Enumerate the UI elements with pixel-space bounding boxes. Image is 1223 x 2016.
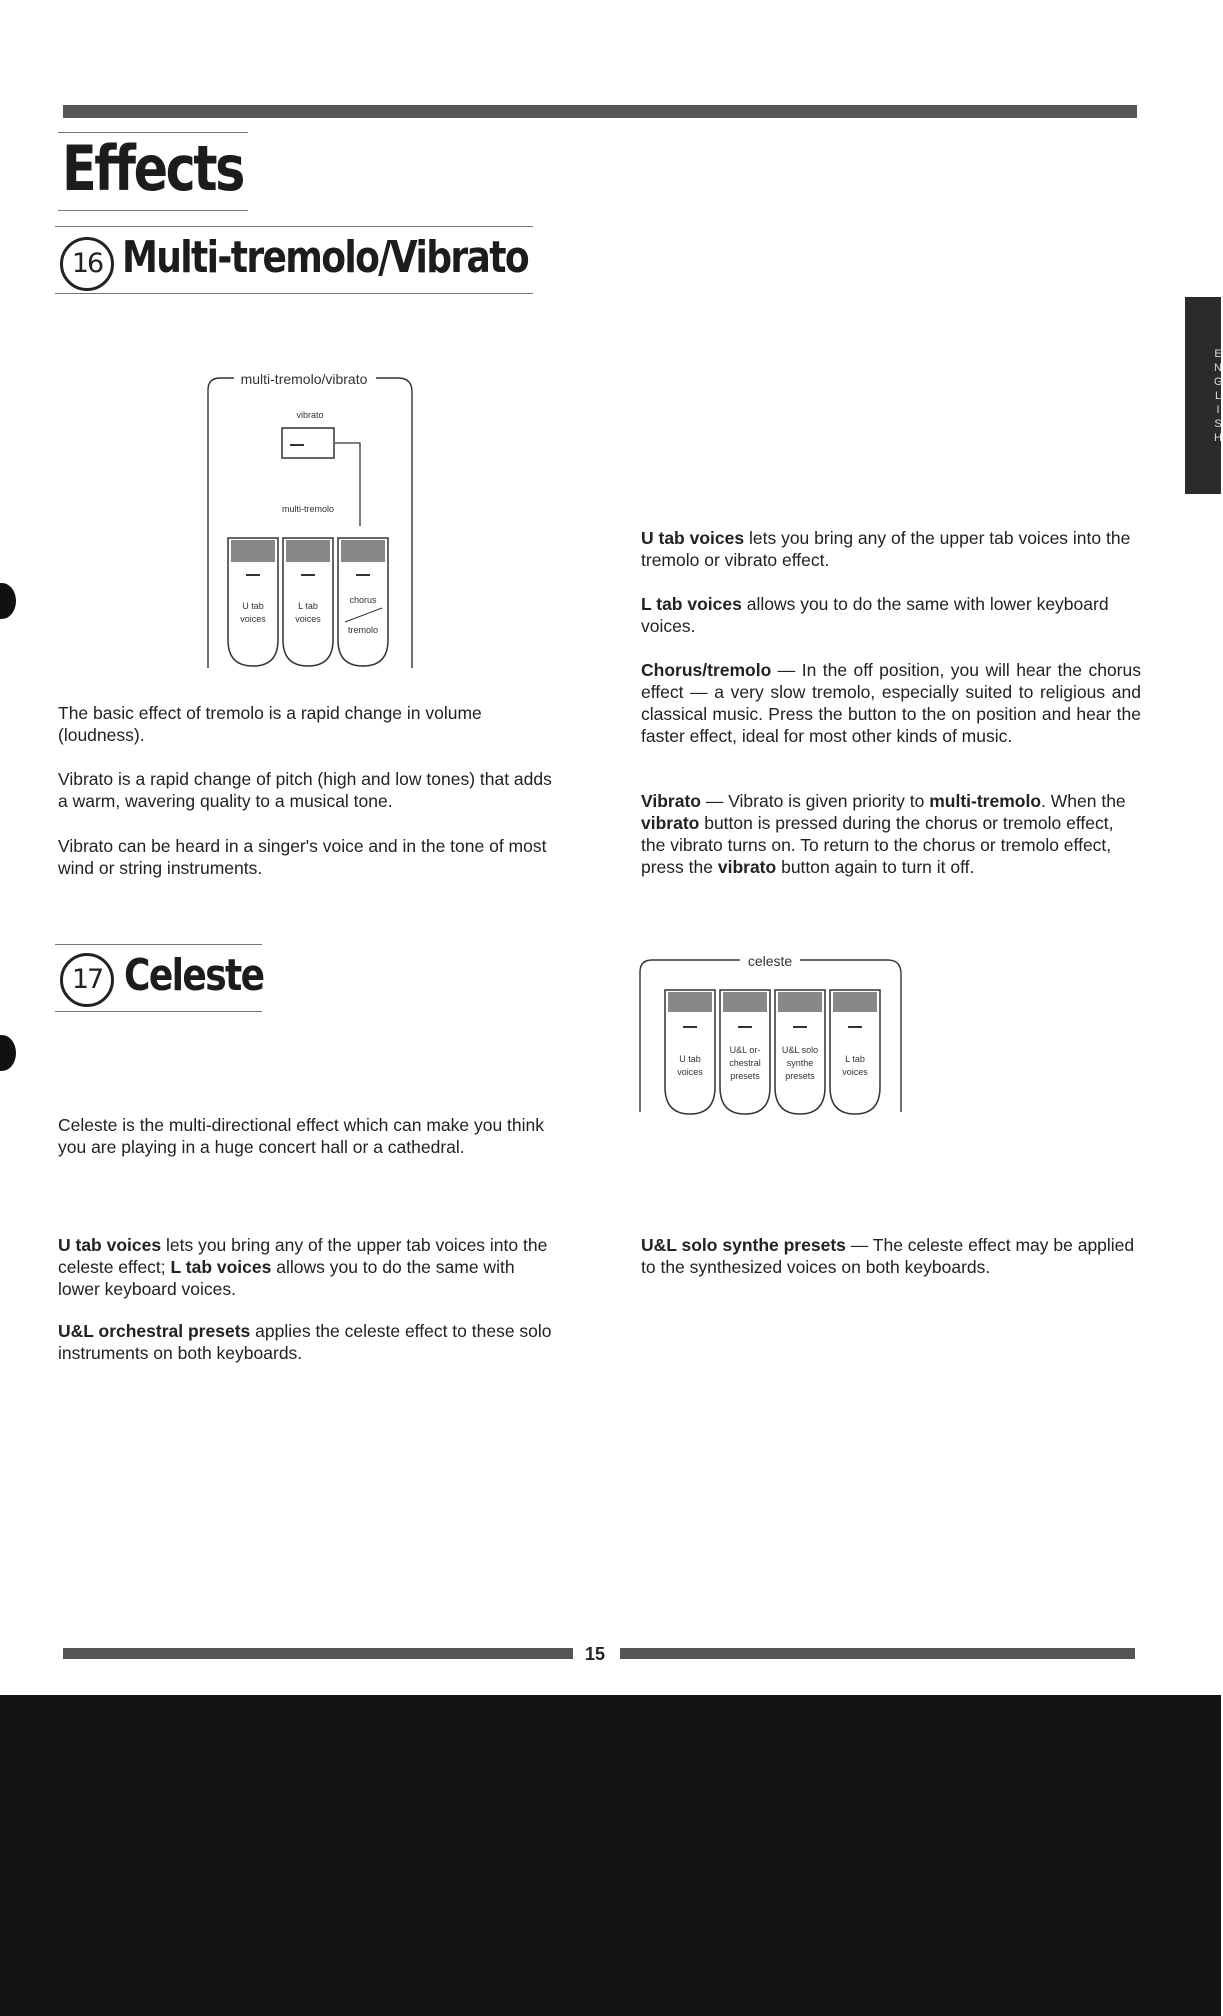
vibrato-example: Vibrato can be heard in a singer's voice and in the tone of most wind or string instruments. xyxy=(58,836,547,878)
scan-background xyxy=(0,1695,1221,2016)
svg-text:U&L solo: U&L solo xyxy=(781,1045,819,1055)
section16-title: Multi-tremolo/Vibrato xyxy=(122,232,528,283)
section17-rule-top xyxy=(55,944,262,945)
svg-text:chestral: chestral xyxy=(729,1058,761,1068)
title-rule-bottom xyxy=(58,210,248,211)
diagram1-vibrato-label: vibrato xyxy=(296,410,324,420)
footer-rule-left xyxy=(63,1648,573,1659)
celeste-tab-voices-desc: U tab voices lets you bring any of the upper tab voices into the celeste effect; L tab voices allows you to do the same with lower keyboard voices. xyxy=(58,1235,548,1299)
diagram1-frame-label: multi-tremolo/vibrato xyxy=(240,371,368,387)
celeste-definition: Celeste is the multi-directional effect which can make you think you are playing in a huge concert hall or a cathedral. xyxy=(58,1115,545,1157)
vibrato-button xyxy=(282,428,334,458)
vibrato-definition: Vibrato is a rapid change of pitch (high and low tones) that adds a warm, wavering quality to a musical tone. xyxy=(58,769,552,811)
svg-text:U&L or-: U&L or- xyxy=(729,1045,761,1055)
section17-rule-bottom xyxy=(55,1011,262,1012)
page-title: Effects xyxy=(62,132,243,205)
multi-tremolo-diagram xyxy=(200,368,420,673)
synthe-presets-desc: U&L solo synthe presets — The celeste effect may be applied to the synthesized voices on both keyboards. xyxy=(641,1235,1135,1277)
u-tab-voices-tab xyxy=(228,538,278,666)
binding-hole-1 xyxy=(0,583,16,619)
section16-rule-bottom xyxy=(55,293,533,294)
svg-text:presets: presets xyxy=(785,1071,815,1081)
section17-title: Celeste xyxy=(124,950,264,1001)
svg-text:voices: voices xyxy=(295,614,321,624)
celeste-diagram xyxy=(636,950,906,1122)
svg-text:voices: voices xyxy=(677,1067,703,1077)
diagram2-frame-label: celeste xyxy=(747,953,793,969)
page-number: 15 xyxy=(585,1644,606,1664)
svg-text:U tab: U tab xyxy=(242,601,264,611)
celeste-l-tab-voices-tab xyxy=(830,990,880,1114)
l-tab-voices-desc: L tab voices allows you to do the same with lower keyboard voices. xyxy=(641,594,1109,636)
celeste-synthe-presets-tab xyxy=(775,990,825,1114)
u-tab-voices-desc: U tab voices lets you bring any of the upper tab voices into the tremolo or vibrato effect. xyxy=(641,528,1131,570)
celeste-orchestral-presets-tab xyxy=(720,990,770,1114)
chorus-tremolo-desc: Chorus/tremolo — In the off position, you will hear the chorus effect — a very slow tremolo, especially suited to religious and classical music. Press the button to the on position and hear the faster effect, ideal for most other kinds of music. xyxy=(641,660,1141,746)
orchestral-presets-desc: U&L orchestral presets applies the celeste effect to these solo instruments on both keyboards. xyxy=(58,1321,552,1363)
language-tab-letters: E N G L I S H xyxy=(1214,348,1223,444)
section16-number: 16 xyxy=(60,237,114,291)
svg-text:L tab: L tab xyxy=(845,1054,865,1064)
svg-text:chorus: chorus xyxy=(349,595,377,605)
section16-rule-top xyxy=(55,226,533,227)
top-rule xyxy=(63,105,1137,118)
celeste-u-tab-voices-tab xyxy=(665,990,715,1114)
footer-rule-right xyxy=(620,1648,1135,1659)
tremolo-definition: The basic effect of tremolo is a rapid change in volume (loudness). xyxy=(58,703,482,745)
vibrato-desc: Vibrato — Vibrato is given priority to multi-tremolo. When the vibrato button is pressed during the chorus or tremolo effect, the vibrato turns on. To return to the chorus or tremolo effect, press the vibrato button again to turn it off. xyxy=(641,791,1126,877)
binding-hole-2 xyxy=(0,1035,16,1071)
svg-text:L tab: L tab xyxy=(298,601,318,611)
diagram1-multi-label: multi-tremolo xyxy=(281,504,335,514)
svg-text:voices: voices xyxy=(842,1067,868,1077)
svg-text:synthe: synthe xyxy=(786,1058,814,1068)
section17-number: 17 xyxy=(60,953,114,1007)
svg-text:tremolo: tremolo xyxy=(347,625,379,635)
l-tab-voices-tab xyxy=(283,538,333,666)
svg-text:U tab: U tab xyxy=(679,1054,701,1064)
svg-text:presets: presets xyxy=(730,1071,760,1081)
svg-text:voices: voices xyxy=(240,614,266,624)
chorus-tremolo-tab xyxy=(338,538,388,666)
